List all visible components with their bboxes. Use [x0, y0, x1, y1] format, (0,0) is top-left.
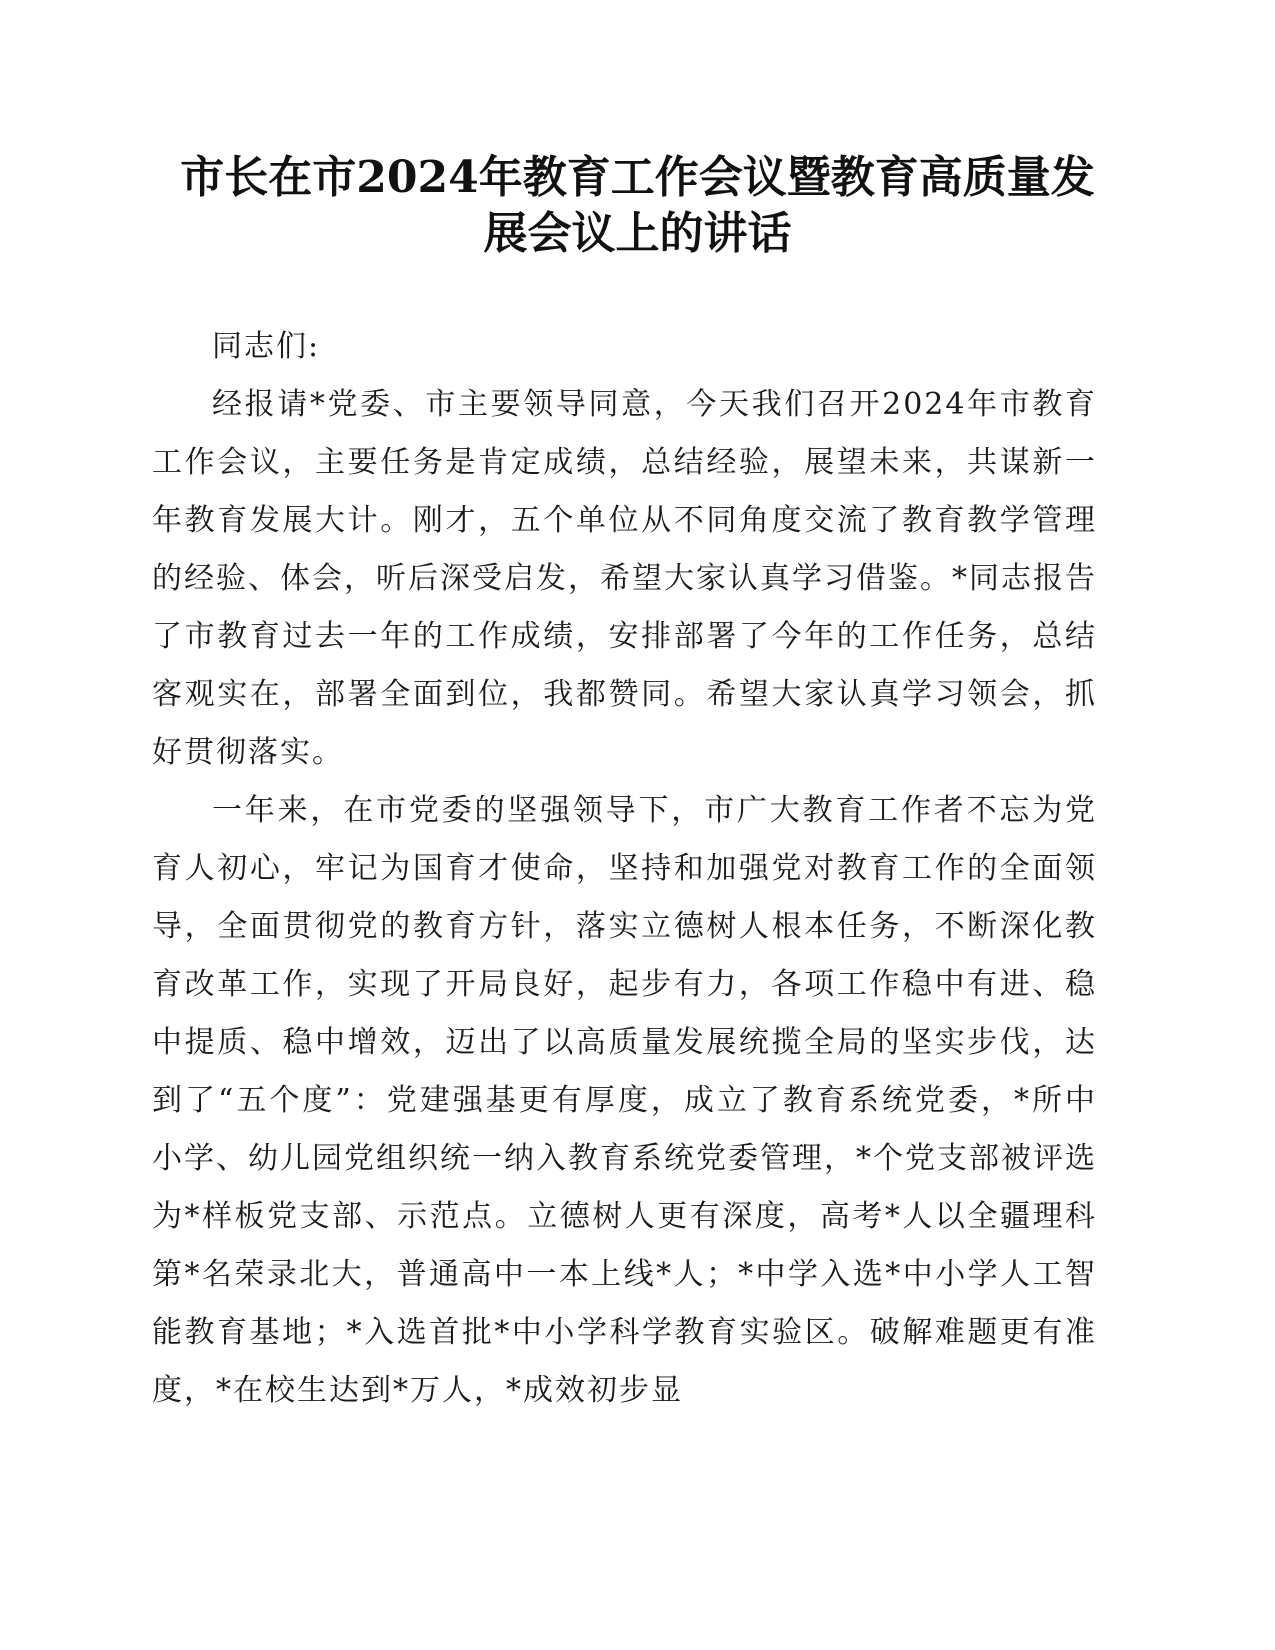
- document-title-line-2: 展会议上的讲话: [483, 208, 792, 259]
- document-body: [152, 318, 1097, 1420]
- document-title-line-1: 市长在市2024年教育工作会议暨教育高质量发: [180, 152, 1095, 203]
- paragraph: 一年来，在市党委的坚强领导下，市广大教育工作者不忘为党育人初心，牢记为国育才使命，坚持和加强党对教育工作的全面领导，全面贯彻党的教育方针，落实立德树人根本任务，不断深化教育改革工作，实现了开局良好，起步有力，各项工作稳中有进、稳中提质、稳中增效，迈出了以高质量发展统揽全局的坚实步伐，达到了“五个度”：党建强基更有厚度，成立了教育系统党委，*所中小学、幼儿园党组织统一纳入教育系统党委管理，*个党支部被评选为*样板党支部、示范点。立德树人更有深度，高考*人以全疆理科第*名荣录北大，普通高中一本上线*人；*中学入选*中小学人工智能教育基地；*入选首批*中小学科学教育实验区。破解难题更有准度，*在校生达到*万人，*成效初步显: [152, 793, 1097, 1408]
- salutation: 同志们:: [212, 329, 321, 364]
- paragraph: 经报请*党委、市主要领导同意，今天我们召开2024年市教育工作会议，主要任务是肯定成绩，总结经验，展望未来，共谋新一年教育发展大计。刚才，五个单位从不同角度交流了教育教学管理的经验、体会，听后深受启发，希望大家认真学习借鉴。*同志报告了市教育过去一年的工作成绩，安排部署了今年的工作任务，总结客观实在，部署全面到位，我都赞同。希望大家认真学习领会，抓好贯彻落实。: [152, 387, 1097, 770]
